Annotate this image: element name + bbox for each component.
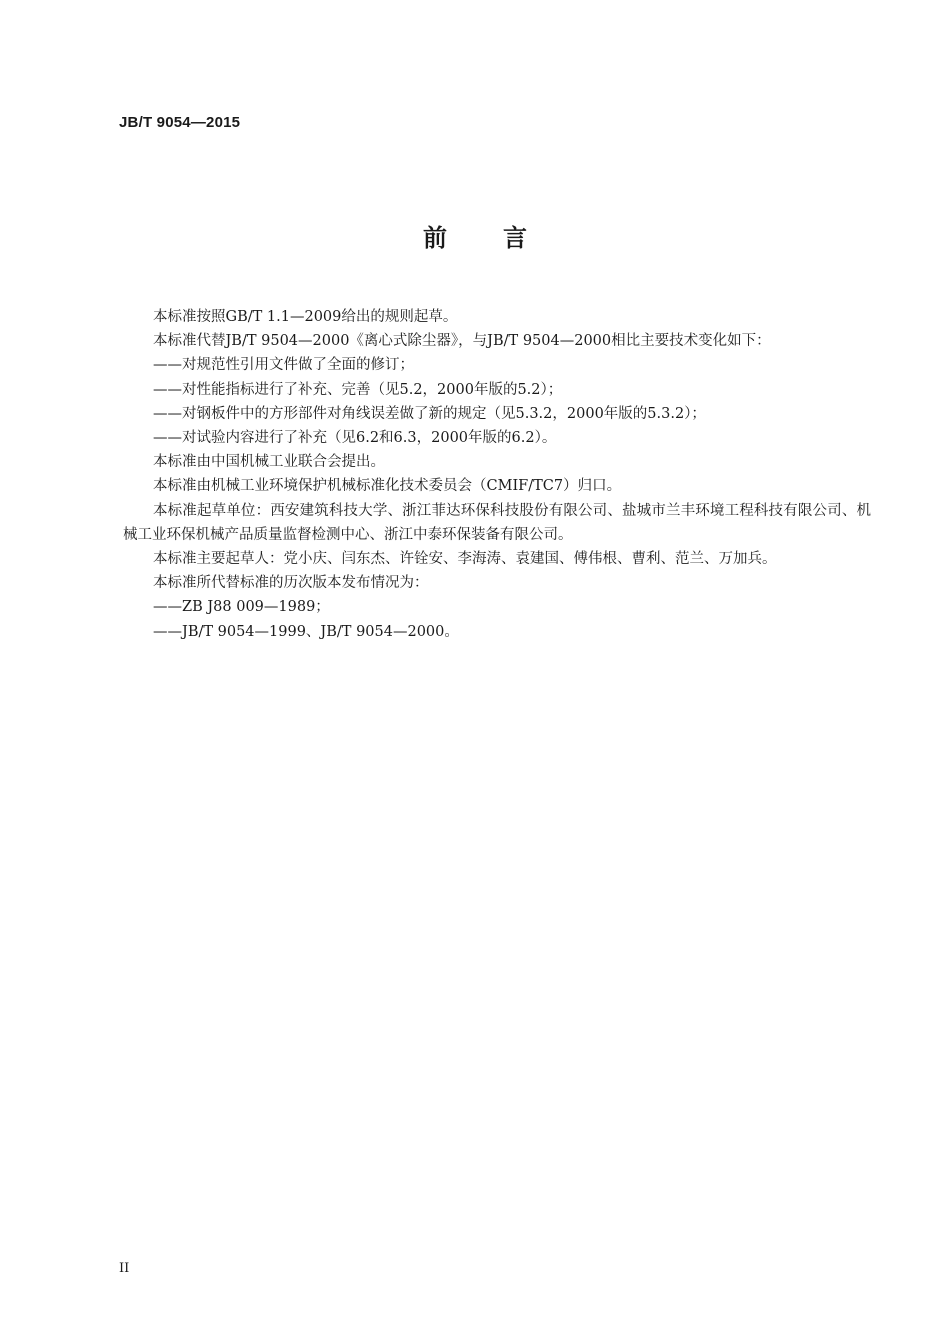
list-item-edition-1: ——ZB J88 009—1989； <box>153 599 330 616</box>
list-item-edition-2: ——JB/T 9054—1999、JB/T 9054—2000。 <box>153 623 459 640</box>
list-item-change-1: ——对规范性引用文件做了全面的修订； <box>153 357 414 374</box>
paragraph-drafting-rules: 本标准按照GB/T 1.1—2009给出的规则起草。 <box>153 309 458 325</box>
page-number: II <box>119 1261 130 1276</box>
page-title: 前言 <box>423 224 583 252</box>
list-item-change-3: ——对钢板件中的方形部件对角线误差做了新的规定（见5.3.2，2000年版的5.3.2）； <box>153 405 706 422</box>
paragraph-drafters: 本标准主要起草人：党小庆、闫东杰、许铨安、李海涛、袁建国、傅伟根、曹利、范兰、万加兵。 <box>153 551 777 568</box>
paragraph-under-jurisdiction: 本标准由机械工业环境保护机械标准化技术委员会（CMIF/TC7）归口。 <box>153 478 622 495</box>
preface-body <box>123 305 871 644</box>
paragraph-previous-editions: 本标准所代替标准的历次版本发布情况为： <box>153 575 429 592</box>
list-item-change-4: ——对试验内容进行了补充（见6.2和6.3，2000年版的6.2）。 <box>153 430 557 447</box>
standard-code: JB/T 9054—2015 <box>119 114 241 131</box>
paragraph-replaces: 本标准代替JB/T 9504—2000《离心式除尘器》，与JB/T 9504—2000相比主要技术变化如下： <box>153 333 771 350</box>
list-item-change-2: ——对性能指标进行了补充、完善（见5.2，2000年版的5.2）； <box>153 381 563 398</box>
paragraph-drafting-units: 本标准起草单位：西安建筑科技大学、浙江菲达环保科技股份有限公司、盐城市兰丰环境工程科技有限公司、机械工业环保机械产品质量监督检测中心、浙江中泰环保装备有限公司。 <box>123 502 871 543</box>
paragraph-proposed-by: 本标准由中国机械工业联合会提出。 <box>153 454 385 471</box>
